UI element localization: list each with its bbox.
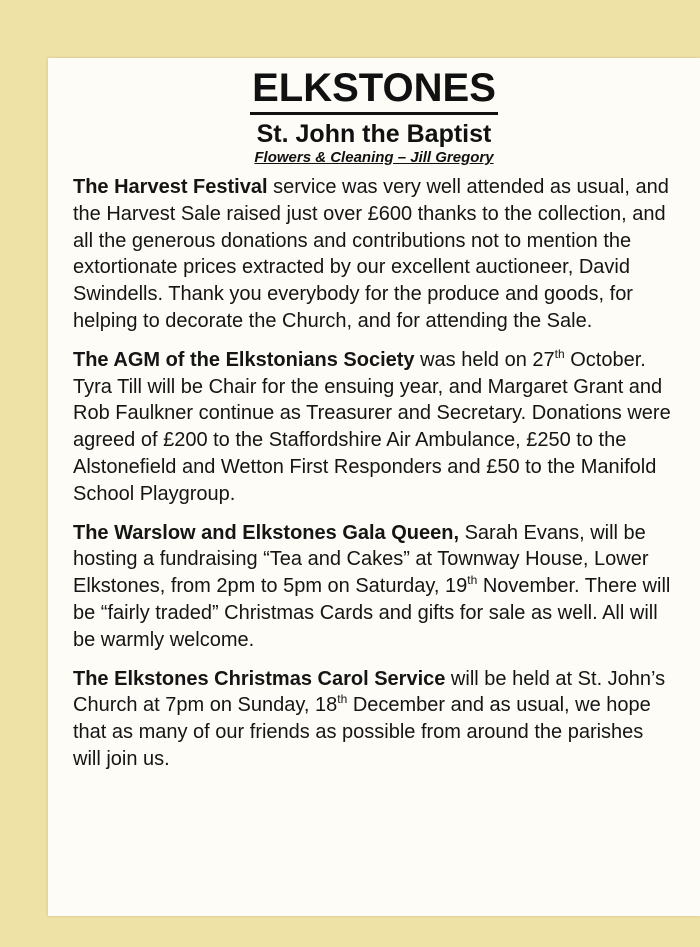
paragraph-carol-service <box>73 666 673 773</box>
paragraph-text: Sarah Evans, will be hosting a fundraising “Tea and Cakes” at Townway House, Lower Elkstones, from 2pm to 5pm on Saturday, 19 <box>73 521 649 598</box>
ordinal-suffix: th <box>337 692 348 707</box>
paragraph-text: service was very well attended as usual, and the Harvest Sale raised just over £600 thanks to the collection, and all the generous donations and contributions not to mention the extortionate prices extracted by our excellent auctioneer, David Swindells. Thank you everybody for the produce and goods, for helping to decorate the Church, and for attending the Sale. <box>73 176 669 332</box>
header <box>48 66 700 167</box>
paragraph-lead: The Elkstones Christmas Carol Service <box>73 667 446 690</box>
ordinal-suffix: th <box>554 346 565 361</box>
paragraph-harvest-festival <box>73 174 673 335</box>
paragraph-lead: The AGM of the Elkstonians Society <box>73 348 415 371</box>
church-name: St. John the Baptist <box>256 120 492 148</box>
paragraph-gala-queen <box>73 520 673 654</box>
article-body <box>73 174 673 785</box>
byline: Flowers & Cleaning – Jill Gregory <box>254 149 494 166</box>
paragraph-lead: The Warslow and Elkstones Gala Queen, <box>73 521 460 544</box>
paragraph-text: will be held at St. John’s Church at 7pm on Sunday, 18 <box>73 667 666 717</box>
paragraph-text: October. Tyra Till will be Chair for the ensuing year, and Margaret Grant and Rob Faulkner continue as Treasurer and Secretary. Donations were agreed of £200 to the Staffordshire Air Ambulance, £250 to the Alstonefield and Wetton First Responders and £50 to the Manifold School Playgroup. <box>73 348 671 505</box>
page-title: ELKSTONES <box>250 66 498 115</box>
ordinal-suffix: th <box>467 573 478 588</box>
paragraph-text: November. There will be “fairly traded” Christmas Cards and gifts for sale as well. All will be warmly welcome. <box>73 575 671 651</box>
paragraph-agm <box>73 347 673 508</box>
paragraph-text: was held on 27 <box>414 348 555 371</box>
newsletter-page <box>48 58 700 916</box>
paragraph-text: December and as usual, we hope that as many of our friends as possible from around the parishes will join us. <box>73 694 651 770</box>
paragraph-lead: The Harvest Festival <box>73 176 268 198</box>
